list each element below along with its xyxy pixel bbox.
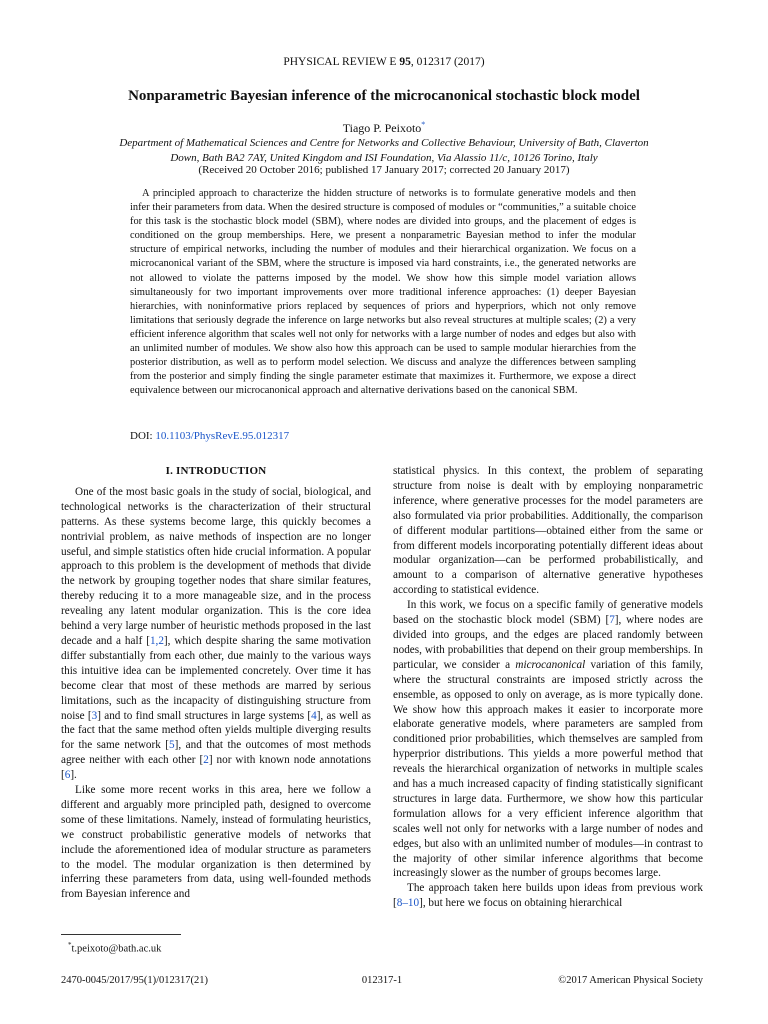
left-column <box>61 464 371 902</box>
author-name: Tiago P. Peixoto <box>342 121 422 135</box>
author-footnote-link[interactable]: * <box>421 120 426 129</box>
footer-issn: 2470-0045/2017/95(1)/012317(21) <box>61 975 208 986</box>
citation-link[interactable]: 3 <box>91 709 98 722</box>
intro-paragraph-3: statistical physics. In this context, the problem of separating structure from noise is dealt with by employing nonparametric inference, where generative processes for the model parameters are also formulated via prior probabilities. Additionally, the comparison of different modular partitions—obtained either from the same or from different models incorporating potentially different ideas about modular organization—can be performed probabilistically, and amount to a comparison of alternative generative hypotheses according to statistical evidence. <box>393 465 703 597</box>
intro-paragraph-2: Like some more recent works in this area, here we follow a different and arguably more principled path, designed to overcome some of these limitations. Namely, instead of formulating heuristics, we construct probabilistic generative models of networks that include the aforementioned idea of modular structure as parameters to the model. The modular organization is then determined by inferring these parameters from data, using well-founded methods from Bayesian inference and <box>61 784 371 901</box>
text-span: ] nor with known node annotations [ <box>61 754 371 782</box>
footer-copyright: ©2017 American Physical Society <box>558 975 703 986</box>
footnote <box>68 941 161 955</box>
citation-link[interactable]: 1,2 <box>149 634 164 647</box>
text-span: ], but here we focus on obtaining hierarchical <box>419 897 623 910</box>
text-span: ], and that the outcomes of most methods agree neither with each other [ <box>61 739 371 767</box>
citation-link[interactable]: 4 <box>311 709 317 722</box>
text-span: ], where nodes are divided into groups, and the edges are placed randomly between nodes, with probabilities that depend on their group memberships. In particular, we consider a <box>393 614 704 671</box>
author-line <box>0 120 768 136</box>
footnote-divider <box>61 934 181 935</box>
text-span: ] and to find small structures in large systems [ <box>97 709 312 722</box>
footnote-mark: * <box>68 941 72 949</box>
journal-header <box>0 56 768 68</box>
doi-label: DOI: <box>130 430 156 442</box>
abstract: A principled approach to characterize the hidden structure of networks is to formulate generative models and then infer their parameters from data. When the desired structure is composed of modules or “communities,” a suitable choice for this task is the stochastic block model (SBM), where nodes are divided into groups, and the placement of edges is conditioned on the group memberships. Here, we present a nonparametric Bayesian method to infer the modular structure of empirical networks, including the number of modules and their hierarchical organization. We focus on a microcanonical variant of the SBM, where the structure is imposed via hard constraints, i.e., the generated networks are not allowed to violate the patterns imposed by the model. We show how this simple model variation allows simultaneously for two important improvements over more traditional inference approaches: (1) deeper Bayesian hierarchies, with noninformative priors replaced by sequences of priors and hyperpriors, which not only remove limitations that seriously degrade the inference on large networks but also reveal structures at multiple scales; (2) a very efficient inference algorithm that scales well not only for networks with a large number of nodes and edges but also with an unlimited number of modules. We show also how this approach can be used to sample modular hierarchies from the posterior distribution, as well as to perform model selection. We discuss and analyze the differences between sampling from the posterior and simply finding the single parameter estimate that maximizes it. Furthermore, we expose a direct equivalence between our microcanonical approach and alternative derivations based on the canonical SBM. <box>130 188 636 397</box>
text-span: In this work, we focus on a specific family of generative models based on the stochastic block model (SBM) [ <box>393 599 703 627</box>
journal-name: PHYSICAL REVIEW E <box>283 56 397 68</box>
text-span: One of the most basic goals in the study of social, biological, and technological networks is the characterization of their structural patterns. As these systems become large, this quickly becomes a nontrivial problem, as naive methods of inspection are no longer useful, and simple statistics often hide crucial information. A popular approach to this problem is the development of methods that divide the network by grouping together nodes that share similar features, thereby reducing it to a more manageable size, and in the process revealing any latent modular organization. This is the core idea behind a very large number of heuristic methods proposed in the last decade and a half [ <box>61 485 371 647</box>
text-span: The approach taken here builds upon ideas from previous work [ <box>393 882 703 910</box>
right-column <box>393 464 703 911</box>
section-heading-introduction: I. INTRODUCTION <box>165 465 267 477</box>
text-span: ]. <box>70 769 77 782</box>
publication-dates: (Received 20 October 2016; published 17 January 2017; corrected 20 January 2017) <box>198 164 570 176</box>
text-span: variation of this family, where the structural constraints are imposed strictly across the ensemble, as opposed to only on average, as is more typically done. We show how this approach makes it easier to incorporate more elaborate generative models, where parameters are sampled from conditioned prior probabilities, which themselves are sampled from hyperprior distributions. This yields a more powerful method that reveals the hierarchical organization of networks in multiple scales and has a much increased capacity of finding statistically significant structures in large data. Furthermore, we show how this particular formulation allows for a very efficient inference algorithm that scales well not only for networks with a large number of nodes and edges, but also with an unlimited number of modules—in contrast to the majority of other similar inference algorithms that become increasingly slower as the number of groups becomes large. <box>393 658 703 880</box>
journal-article-number: , 012317 (2017) <box>410 56 485 68</box>
intro-paragraph-5 <box>393 881 703 911</box>
intro-paragraph-4 <box>393 598 703 881</box>
doi-link[interactable]: 10.1103/PhysRevE.95.012317 <box>155 430 290 442</box>
citation-link[interactable]: 6 <box>64 769 71 782</box>
intro-paragraph-1 <box>61 485 371 783</box>
affiliation: Department of Mathematical Sciences and Centre for Networks and Collective Behaviour, University of Bath, Claverton Down, Bath BA2 7AY, United Kingdom and ISI Foundation, Via Alassio 11/c, 10126 Torino, Italy <box>119 137 649 164</box>
doi-line <box>130 430 289 442</box>
citation-link[interactable]: 7 <box>609 614 615 627</box>
paper-title: Nonparametric Bayesian inference of the microcanonical stochastic block model <box>128 88 640 104</box>
citation-link[interactable]: 5 <box>169 739 175 752</box>
text-span: ], as well as the fact that the same method often yields multiple diverging results for the same network [ <box>61 709 371 752</box>
citation-link[interactable]: 2 <box>203 754 209 767</box>
footer-page-number: 012317-1 <box>361 975 403 986</box>
text-span: ], which despite sharing the same motivation differ substantially from each other, due mainly to the various ways this intuitive idea can be implemented concretely. Over time it has become clear that most of these methods are marred by serious limitations, such as the incapacity of distinguishing structure from noise [ <box>61 634 371 722</box>
journal-volume: 95 <box>399 56 411 68</box>
citation-link[interactable]: 8–10 <box>396 897 420 910</box>
footnote-email: t.peixoto@bath.ac.uk <box>71 943 162 955</box>
emphasis-text: microcanonical <box>515 658 586 671</box>
